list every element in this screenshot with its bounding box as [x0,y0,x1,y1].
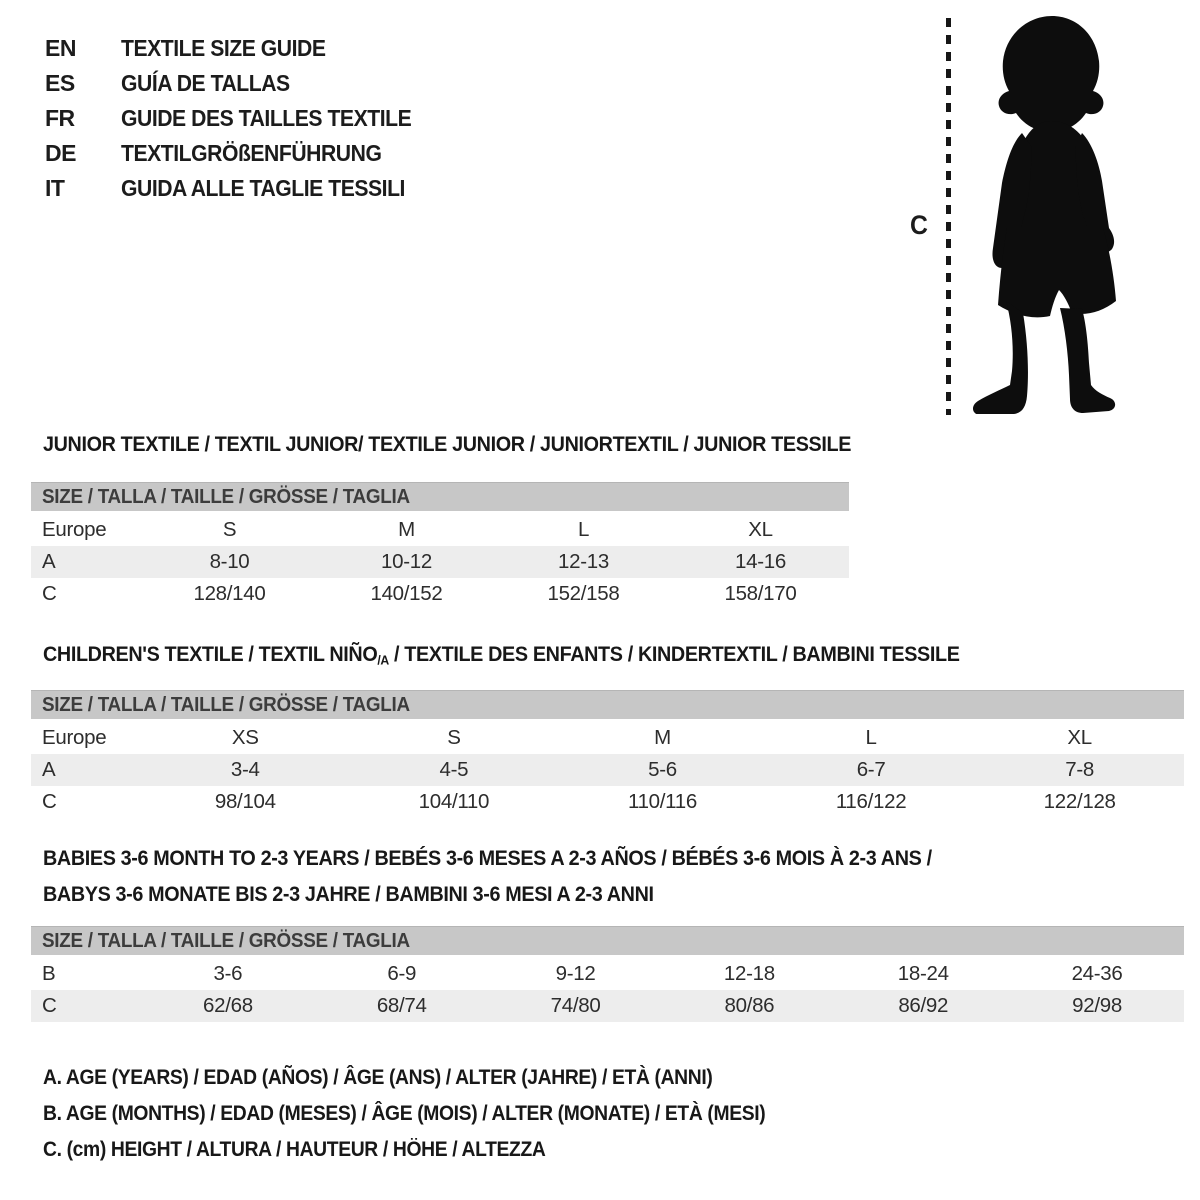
babies-title-line2: BABYS 3-6 MONATE BIS 2-3 JAHRE / BAMBINI 3-6 MESI A 2-3 ANNI [43,882,654,906]
table-row [31,786,1184,818]
row-value: 8-10 [209,550,250,573]
language-title: GUIDE DES TAILLES TEXTILE [121,105,412,131]
language-code: IT [45,175,65,201]
row-value: 12-18 [723,962,775,985]
row-value: 6-9 [387,962,417,985]
language-title: TEXTILGRÖßENFÜHRUNG [121,140,382,166]
row-value: 128/140 [193,582,266,605]
language-code: EN [45,35,76,61]
row-label: C [42,994,57,1017]
babies-size-table [31,926,1184,1022]
children-title-prefix: CHILDREN'S TEXTILE / TEXTIL NIÑO [43,642,378,666]
row-label: B [42,962,56,985]
height-measure-label: C [910,210,928,240]
junior-table-rows [31,514,849,610]
row-value: 92/98 [1072,994,1122,1017]
size-header-label: SIZE / TALLA / TAILLE / GRÖSSE / TAGLIA [42,693,410,716]
language-code: ES [45,70,75,96]
row-value: XS [231,726,259,749]
children-title-subscript: /A [377,652,389,668]
row-value: 104/110 [418,790,490,813]
row-label: Europe [42,726,107,749]
table-row [31,990,1184,1022]
babies-section-title [43,840,1009,912]
row-value: 158/170 [724,582,797,605]
size-header-bar [31,690,1184,719]
row-value: 14-16 [735,550,786,573]
language-row [45,136,437,171]
row-label: A [42,550,56,573]
row-value: 7-8 [1065,758,1095,781]
babies-table-rows [31,958,1184,1022]
junior-section-title [43,432,921,457]
row-value: L [577,518,590,541]
row-value: XL [1067,726,1092,749]
language-title: GUÍA DE TALLAS [121,70,290,96]
row-value: 10-12 [381,550,432,573]
row-value: 12-13 [558,550,609,573]
row-label: C [42,582,57,605]
row-label: A [42,758,56,781]
language-row [45,171,437,206]
language-title: TEXTILE SIZE GUIDE [121,35,326,61]
row-label: Europe [42,518,107,541]
height-dashed-line [946,18,951,415]
children-title-text [43,642,960,668]
row-value: 80/86 [724,994,775,1017]
row-value: 5-6 [648,758,677,781]
language-row [45,101,437,136]
row-value: S [222,518,237,541]
size-header-bar [31,482,849,511]
size-header-bar [31,926,1184,955]
table-row [31,958,1184,990]
row-value: 68/74 [376,994,427,1017]
language-code: DE [45,140,76,166]
row-value: 6-7 [856,758,886,781]
row-value: 116/122 [835,790,907,813]
row-value: L [865,726,877,749]
size-header-label: SIZE / TALLA / TAILLE / GRÖSSE / TAGLIA [42,485,410,508]
language-code: FR [45,105,75,131]
row-value: 74/80 [550,994,601,1017]
children-title-suffix: / TEXTILE DES ENFANTS / KINDERTEXTIL / BAMBINI TESSILE [388,642,960,666]
row-value: 3-4 [230,758,260,781]
language-row [45,66,437,101]
footnote-c [43,1138,589,1162]
footnote-b-text: B. AGE (MONTHS) / EDAD (MESES) / ÂGE (MOIS) / ALTER (MONATE) / ETÀ (MESI) [43,1102,766,1125]
language-title: GUIDA ALLE TAGLIE TESSILI [121,175,405,201]
row-value: 62/68 [203,994,253,1017]
footnote-c-text: C. (cm) HEIGHT / ALTURA / HAUTEUR / HÖHE / ALTEZZA [43,1138,546,1161]
children-table-rows [31,722,1184,818]
table-row [31,546,849,578]
children-section-title [43,642,1039,668]
children-size-table [31,690,1184,818]
row-value: 9-12 [555,962,596,985]
size-header-label: SIZE / TALLA / TAILLE / GRÖSSE / TAGLIA [42,929,410,952]
row-value: 140/152 [370,582,443,605]
row-value: 3-6 [213,962,243,985]
row-value: S [447,726,461,749]
row-value: 18-24 [897,962,949,985]
row-value: 122/128 [1043,790,1116,813]
row-value: 4-5 [439,758,469,781]
row-value: 24-36 [1071,962,1123,985]
row-label: C [42,790,57,813]
junior-size-table [31,482,849,610]
footnote-a [43,1066,771,1090]
baby-silhouette [962,12,1142,414]
table-row [31,722,1184,754]
row-value: XL [748,518,773,541]
babies-title-line1: BABIES 3-6 MONTH TO 2-3 YEARS / BEBÉS 3-6 MESES A 2-3 AÑOS / BÉBÉS 3-6 MOIS À 2-3 ANS / [43,846,932,870]
row-value: 152/158 [547,582,620,605]
table-row [31,578,849,610]
footnote-b [43,1102,828,1126]
table-row [31,754,1184,786]
language-title-block [45,31,437,206]
row-value: M [398,518,415,541]
row-value: M [654,726,671,749]
language-row [45,31,437,66]
row-value: 86/92 [898,994,949,1017]
junior-title-text: JUNIOR TEXTILE / TEXTIL JUNIOR/ TEXTILE JUNIOR / JUNIORTEXTIL / JUNIOR TESSILE [43,432,852,456]
table-row [31,514,849,546]
row-value: 110/116 [628,790,697,813]
row-value: 98/104 [214,790,276,813]
footnote-a-text: A. AGE (YEARS) / EDAD (AÑOS) / ÂGE (ANS) / ALTER (JAHRE) / ETÀ (ANNI) [43,1066,713,1089]
